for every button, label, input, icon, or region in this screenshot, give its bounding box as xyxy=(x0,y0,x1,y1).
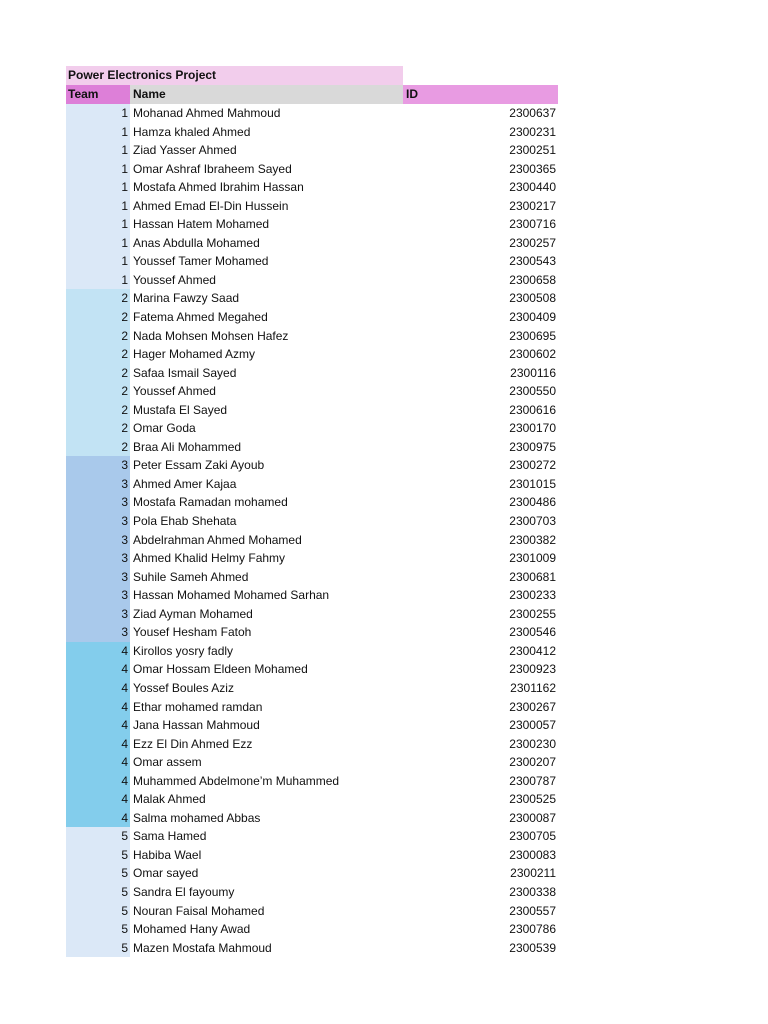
team-cell[interactable]: 3 xyxy=(66,531,130,550)
table-row xyxy=(66,382,558,401)
team-cell[interactable]: 1 xyxy=(66,104,130,123)
team-cell[interactable]: 2 xyxy=(66,438,130,457)
team-cell[interactable]: 4 xyxy=(66,772,130,791)
name-cell[interactable]: Salma mohamed Abbas xyxy=(133,810,261,825)
team-cell[interactable]: 3 xyxy=(66,568,130,587)
team-cell[interactable]: 5 xyxy=(66,939,130,958)
name-cell[interactable]: Sandra El fayoumy xyxy=(133,884,235,899)
id-cell[interactable]: 2300087 xyxy=(509,810,556,825)
id-cell[interactable]: 2300083 xyxy=(509,847,556,862)
table-row xyxy=(66,475,558,494)
id-cell[interactable]: 2300543 xyxy=(509,254,556,269)
name-cell[interactable]: Nada Mohsen Mohsen Hafez xyxy=(133,328,289,343)
table-row xyxy=(66,123,558,142)
team-cell[interactable]: 1 xyxy=(66,197,130,216)
id-cell[interactable]: 2300255 xyxy=(509,606,556,621)
id-cell[interactable]: 2301009 xyxy=(509,551,556,566)
name-cell[interactable]: Mostafa Ramadan mohamed xyxy=(133,495,288,510)
name-cell[interactable]: Omar Goda xyxy=(133,421,196,436)
id-cell[interactable]: 2300412 xyxy=(509,643,556,658)
team-cell[interactable]: 4 xyxy=(66,716,130,735)
id-cell[interactable]: 2300550 xyxy=(509,384,556,399)
id-cell[interactable]: 2300267 xyxy=(509,699,556,714)
team-cell[interactable]: 1 xyxy=(66,215,130,234)
spreadsheet xyxy=(66,66,558,957)
name-cell[interactable]: Muhammed Abdelmone’m Muhammed xyxy=(133,773,340,788)
team-cell[interactable]: 1 xyxy=(66,123,130,142)
name-cell[interactable]: Peter Essam Zaki Ayoub xyxy=(133,458,265,473)
id-cell[interactable]: 2300170 xyxy=(509,421,556,436)
id-cell[interactable]: 2300440 xyxy=(509,180,556,195)
id-cell[interactable]: 2300681 xyxy=(509,569,556,584)
table-row xyxy=(66,271,558,290)
team-cell[interactable]: 3 xyxy=(66,512,130,531)
table-row xyxy=(66,883,558,902)
team-cell[interactable]: 4 xyxy=(66,642,130,661)
name-cell[interactable]: Safaa Ismail Sayed xyxy=(133,365,237,380)
name-cell[interactable]: Hager Mohamed Azmy xyxy=(133,347,256,362)
team-cell[interactable]: 2 xyxy=(66,327,130,346)
table-row xyxy=(66,345,558,364)
name-cell[interactable]: Mohamed Hany Awad xyxy=(133,922,251,937)
name-cell[interactable]: Omar sayed xyxy=(133,866,199,881)
name-cell[interactable]: Youssef Tamer Mohamed xyxy=(133,254,269,269)
table-row xyxy=(66,364,558,383)
table-row xyxy=(66,308,558,327)
id-cell[interactable]: 2300116 xyxy=(510,365,556,380)
table-row xyxy=(66,160,558,179)
table-row xyxy=(66,660,558,679)
name-cell[interactable]: Braa Ali Mohammed xyxy=(133,439,242,454)
name-cell[interactable]: Mohanad Ahmed Mahmoud xyxy=(133,106,281,120)
team-cell[interactable]: 3 xyxy=(66,623,130,642)
id-cell[interactable]: 2300786 xyxy=(509,922,556,937)
id-cell[interactable]: 2300637 xyxy=(509,106,556,120)
name-cell[interactable]: Fatema Ahmed Megahed xyxy=(133,310,268,325)
table-row xyxy=(66,902,558,921)
table-row xyxy=(66,753,558,772)
team-cell[interactable]: 1 xyxy=(66,141,130,160)
team-cell[interactable]: 1 xyxy=(66,178,130,197)
id-cell[interactable]: 2300233 xyxy=(509,588,556,603)
name-cell[interactable]: Jana Hassan Mahmoud xyxy=(133,718,260,733)
id-cell[interactable]: 2300557 xyxy=(509,903,556,918)
table-row xyxy=(66,289,558,308)
table-row xyxy=(66,735,558,754)
team-cell[interactable]: 4 xyxy=(66,660,130,679)
name-cell[interactable]: Hassan Hatem Mohamed xyxy=(133,217,270,232)
name-cell[interactable]: Pola Ehab Shehata xyxy=(133,514,237,529)
header-team[interactable]: Team xyxy=(66,85,130,104)
name-cell[interactable]: Mostafa Ahmed Ibrahim Hassan xyxy=(133,180,304,195)
title-row xyxy=(66,66,558,85)
id-cell[interactable]: 2300217 xyxy=(509,198,556,213)
team-cell[interactable]: 5 xyxy=(66,920,130,939)
id-cell[interactable]: 2300230 xyxy=(509,736,556,751)
id-cell[interactable]: 2300525 xyxy=(509,792,556,807)
table-row xyxy=(66,679,558,698)
name-cell[interactable]: Ethar mohamed ramdan xyxy=(133,699,263,714)
team-cell[interactable]: 2 xyxy=(66,345,130,364)
table-row xyxy=(66,327,558,346)
table-row xyxy=(66,568,558,587)
table-body xyxy=(66,104,558,957)
table-row xyxy=(66,493,558,512)
name-cell[interactable]: Yossef Boules Aziz xyxy=(133,680,234,695)
table-row xyxy=(66,827,558,846)
id-cell[interactable]: 2300546 xyxy=(509,625,556,640)
name-cell[interactable]: Suhile Sameh Ahmed xyxy=(133,569,249,584)
team-cell[interactable]: 1 xyxy=(66,234,130,253)
id-cell[interactable]: 2300057 xyxy=(509,718,556,733)
team-cell[interactable]: 2 xyxy=(66,401,130,420)
id-cell[interactable]: 2300365 xyxy=(509,161,556,176)
id-cell[interactable]: 2300616 xyxy=(509,402,556,417)
id-cell[interactable]: 2300272 xyxy=(509,458,556,473)
id-cell[interactable]: 2300211 xyxy=(510,866,556,881)
table-row xyxy=(66,920,558,939)
team-cell[interactable]: 2 xyxy=(66,419,130,438)
name-cell[interactable]: Abdelrahman Ahmed Mohamed xyxy=(133,532,302,547)
name-cell[interactable]: Ahmed Amer Kajaa xyxy=(133,476,237,491)
team-cell[interactable]: 4 xyxy=(66,679,130,698)
team-cell[interactable]: 3 xyxy=(66,456,130,475)
id-cell[interactable]: 2300231 xyxy=(509,124,556,139)
id-cell[interactable]: 2300787 xyxy=(509,773,556,788)
id-cell[interactable]: 2300602 xyxy=(509,347,556,362)
table-row xyxy=(66,178,558,197)
table-row xyxy=(66,512,558,531)
id-cell[interactable]: 2300975 xyxy=(509,439,556,454)
team-cell[interactable]: 4 xyxy=(66,809,130,828)
table-row xyxy=(66,252,558,271)
name-cell[interactable]: Omar Hossam Eldeen Mohamed xyxy=(133,662,308,677)
team-cell[interactable]: 3 xyxy=(66,475,130,494)
name-cell[interactable]: Malak Ahmed xyxy=(133,792,206,807)
table-row xyxy=(66,939,558,958)
name-cell[interactable]: Hassan Mohamed Mohamed Sarhan xyxy=(133,588,330,603)
name-cell[interactable]: Anas Abdulla Mohamed xyxy=(133,235,260,250)
table-row xyxy=(66,605,558,624)
name-cell[interactable]: Youssef Ahmed xyxy=(133,384,216,399)
table-row xyxy=(66,549,558,568)
team-cell[interactable]: 2 xyxy=(66,364,130,383)
table-row xyxy=(66,864,558,883)
name-cell[interactable]: Ziad Ayman Mohamed xyxy=(133,606,253,621)
id-cell[interactable]: 2301015 xyxy=(509,476,556,491)
table-row xyxy=(66,531,558,550)
team-cell[interactable]: 4 xyxy=(66,735,130,754)
name-cell[interactable]: Yousef Hesham Fatoh xyxy=(133,625,252,640)
name-cell[interactable]: Omar assem xyxy=(133,755,202,770)
table-row xyxy=(66,456,558,475)
table-row xyxy=(66,698,558,717)
name-cell[interactable]: Youssef Ahmed xyxy=(133,272,216,287)
id-cell[interactable]: 2300486 xyxy=(509,495,556,510)
id-cell[interactable]: 2300207 xyxy=(509,755,556,770)
id-cell[interactable]: 2300508 xyxy=(509,291,556,306)
team-cell[interactable]: 5 xyxy=(66,902,130,921)
team-cell[interactable]: 3 xyxy=(66,586,130,605)
id-cell[interactable]: 2300338 xyxy=(509,884,556,899)
name-cell[interactable]: Habiba Wael xyxy=(133,847,202,862)
name-cell[interactable]: Ahmed Khalid Helmy Fahmy xyxy=(133,551,286,566)
name-cell[interactable]: Mustafa El Sayed xyxy=(133,402,228,417)
table-row xyxy=(66,141,558,160)
table-row xyxy=(66,623,558,642)
team-cell[interactable]: 4 xyxy=(66,790,130,809)
id-cell[interactable]: 2300251 xyxy=(509,143,556,158)
id-cell[interactable]: 2300703 xyxy=(509,514,556,529)
header-name[interactable]: Name xyxy=(130,85,403,104)
team-cell[interactable]: 2 xyxy=(66,308,130,327)
team-cell[interactable]: 5 xyxy=(66,883,130,902)
id-cell[interactable]: 2300409 xyxy=(509,310,556,325)
header-row xyxy=(66,85,558,104)
table-row xyxy=(66,419,558,438)
name-cell[interactable]: Kirollos yosry fadly xyxy=(133,643,234,658)
team-cell[interactable]: 1 xyxy=(66,160,130,179)
team-cell[interactable]: 5 xyxy=(66,864,130,883)
id-cell[interactable]: 2300716 xyxy=(509,217,556,232)
table-row xyxy=(66,642,558,661)
id-cell[interactable]: 2300658 xyxy=(509,272,556,287)
name-cell[interactable]: Nouran Faisal Mohamed xyxy=(133,903,265,918)
team-cell[interactable]: 3 xyxy=(66,549,130,568)
table-row xyxy=(66,846,558,865)
table-row xyxy=(66,438,558,457)
team-cell[interactable]: 2 xyxy=(66,382,130,401)
table-row xyxy=(66,586,558,605)
id-cell[interactable]: 2300539 xyxy=(509,940,556,955)
team-cell[interactable]: 4 xyxy=(66,753,130,772)
table-row xyxy=(66,809,558,828)
header-id[interactable]: ID xyxy=(403,85,558,104)
team-cell[interactable]: 1 xyxy=(66,252,130,271)
name-cell[interactable]: Hamza khaled Ahmed xyxy=(133,124,251,139)
id-cell[interactable]: 2300382 xyxy=(509,532,556,547)
name-cell[interactable]: Mazen Mostafa Mahmoud xyxy=(133,940,272,955)
table-row xyxy=(66,716,558,735)
table-row xyxy=(66,234,558,253)
team-cell[interactable]: 3 xyxy=(66,605,130,624)
team-cell[interactable]: 5 xyxy=(66,846,130,865)
id-cell[interactable]: 2300923 xyxy=(509,662,556,677)
table-row xyxy=(66,401,558,420)
table-row xyxy=(66,215,558,234)
table-row xyxy=(66,772,558,791)
table-row xyxy=(66,790,558,809)
name-cell[interactable]: Ziad Yasser Ahmed xyxy=(133,143,237,158)
id-cell[interactable]: 2300257 xyxy=(509,235,556,250)
team-cell[interactable]: 2 xyxy=(66,289,130,308)
team-cell[interactable]: 3 xyxy=(66,493,130,512)
id-cell[interactable]: 2300705 xyxy=(509,829,556,844)
name-cell[interactable]: Marina Fawzy Saad xyxy=(133,291,240,306)
team-cell[interactable]: 1 xyxy=(66,271,130,290)
id-cell[interactable]: 2300695 xyxy=(509,328,556,343)
name-cell[interactable]: Sama Hamed xyxy=(133,829,207,844)
name-cell[interactable]: Ezz El Din Ahmed Ezz xyxy=(133,736,253,751)
name-cell[interactable]: Omar Ashraf Ibraheem Sayed xyxy=(133,161,292,176)
table-row xyxy=(66,197,558,216)
table-row xyxy=(66,104,558,123)
team-cell[interactable]: 5 xyxy=(66,827,130,846)
team-cell[interactable]: 4 xyxy=(66,698,130,717)
name-cell[interactable]: Ahmed Emad El-Din Hussein xyxy=(133,198,289,213)
id-cell[interactable]: 2301162 xyxy=(510,680,556,695)
sheet-title[interactable]: Power Electronics Project xyxy=(66,66,403,85)
